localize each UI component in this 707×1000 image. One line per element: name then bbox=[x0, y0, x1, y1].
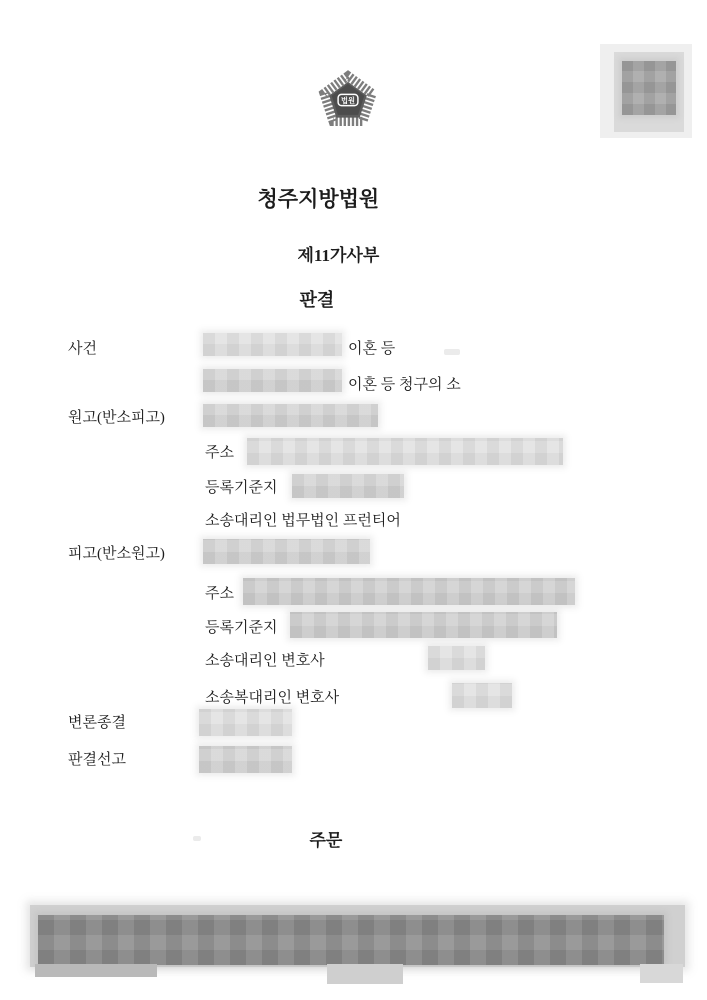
redacted-order-tail-right bbox=[640, 964, 683, 983]
redacted-closing-date bbox=[199, 709, 292, 736]
document-title: 판결 bbox=[299, 290, 335, 310]
redacted-order-tail-left bbox=[35, 964, 157, 977]
defendant-domicile-label: 등록기준지 bbox=[205, 620, 278, 636]
redacted-defendant-address bbox=[243, 578, 575, 605]
plaintiff-counsel-line: 소송대리인 법무법인 프런티어 bbox=[205, 513, 401, 529]
redacted-defendant-name bbox=[203, 539, 370, 564]
redacted-defendant-domicile bbox=[290, 612, 557, 638]
case-line1: 이혼 등 bbox=[348, 341, 396, 357]
redacted-sentencing-date bbox=[199, 746, 292, 773]
redacted-order-tail-center bbox=[327, 964, 403, 984]
emblem-label: 법원 bbox=[340, 96, 356, 105]
closing-label: 변론종결 bbox=[68, 715, 126, 731]
redacted-plaintiff-name bbox=[203, 404, 378, 427]
defendant-sub-counsel-label: 소송복대리인 변호사 bbox=[205, 690, 340, 706]
defendant-counsel-label: 소송대리인 변호사 bbox=[205, 653, 325, 669]
defendant-address-label: 주소 bbox=[205, 586, 234, 602]
defendant-role-label: 피고(반소원고) bbox=[68, 546, 165, 562]
scan-speck bbox=[193, 836, 201, 841]
redacted-order-text bbox=[38, 915, 664, 965]
plaintiff-role-label: 원고(반소피고) bbox=[68, 410, 165, 426]
sentencing-label: 판결선고 bbox=[68, 752, 126, 768]
case-line2: 이혼 등 청구의 소 bbox=[348, 377, 461, 393]
division-name: 제11가사부 bbox=[297, 246, 380, 265]
scan-speck bbox=[444, 349, 460, 355]
plaintiff-address-label: 주소 bbox=[205, 445, 234, 461]
redacted-plaintiff-address bbox=[247, 438, 563, 465]
redacted-stamp-core bbox=[622, 61, 676, 115]
court-emblem-icon bbox=[315, 62, 381, 136]
plaintiff-domicile-label: 등록기준지 bbox=[205, 480, 278, 496]
order-heading: 주문 bbox=[309, 831, 343, 850]
redacted-defendant-counsel-name bbox=[428, 646, 485, 670]
redacted-defendant-sub-counsel-name bbox=[452, 683, 512, 708]
case-label: 사건 bbox=[68, 341, 97, 357]
redacted-plaintiff-domicile bbox=[292, 474, 404, 498]
redacted-case-number-2 bbox=[203, 369, 342, 392]
court-name: 청주지방법원 bbox=[257, 187, 380, 211]
redacted-case-number-1 bbox=[203, 333, 342, 356]
